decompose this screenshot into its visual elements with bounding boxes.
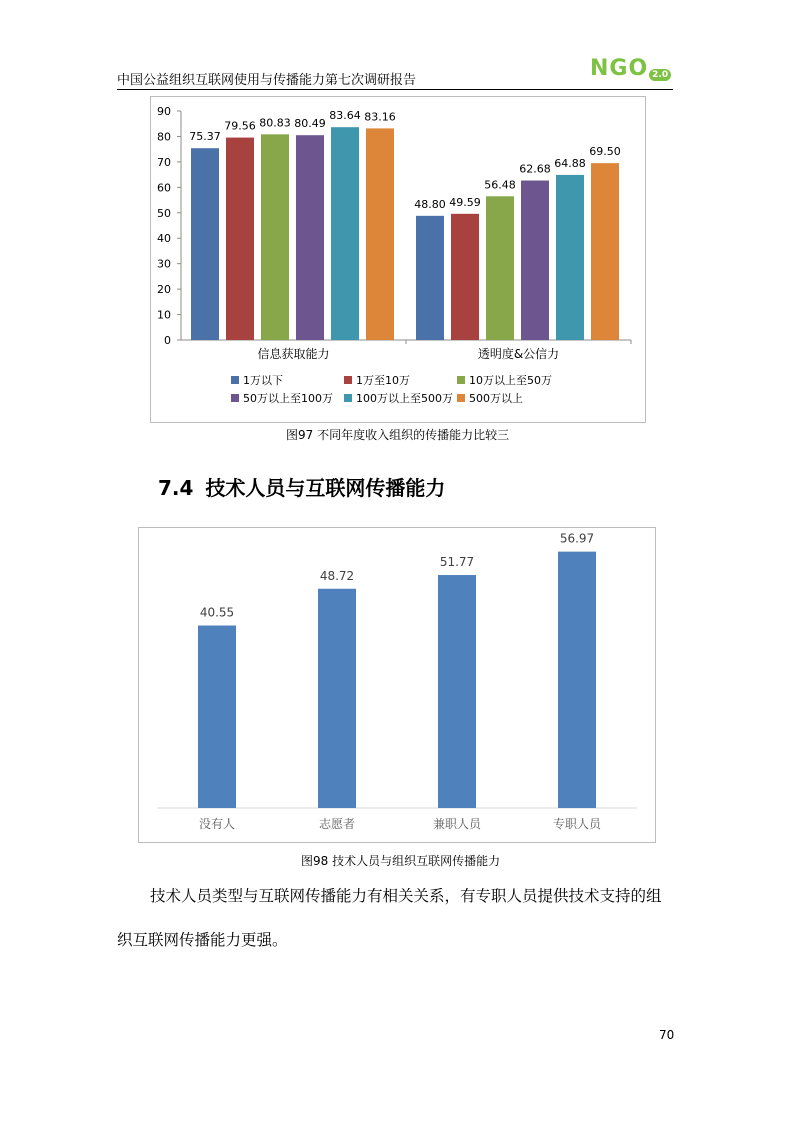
legend-label: 1万以下 <box>243 374 283 387</box>
bar-1-1 <box>451 214 479 340</box>
figure-98-text: 技术人员与组织互联网传播能力 <box>332 854 501 868</box>
data-label: 64.88 <box>554 156 586 170</box>
legend-label: 50万以上至100万 <box>243 392 333 405</box>
header-divider <box>117 89 673 90</box>
data-label: 83.16 <box>364 110 396 124</box>
figure-97-text: 不同年度收入组织的传播能力比较三 <box>317 428 510 442</box>
section-number: 7.4 <box>158 476 194 500</box>
data-label: 80.83 <box>259 116 291 130</box>
bar-1-2 <box>486 196 514 340</box>
y-tick-label: 20 <box>157 283 171 297</box>
data-label: 51.77 <box>439 555 475 570</box>
body-paragraph-line-1: 技术人员类型与互联网传播能力有相关关系，有专职人员提供技术支持的组 <box>150 887 662 905</box>
bar-1-3 <box>521 181 549 340</box>
tech-staff-chart <box>138 527 656 843</box>
data-label: 40.55 <box>199 605 235 620</box>
legend-swatch <box>457 376 465 384</box>
logo-text: NGO <box>590 56 649 81</box>
header-title: 中国公益组织互联网使用与传播能力第七次调研报告 <box>117 73 417 88</box>
category-label: 志愿者 <box>318 817 356 831</box>
data-label: 49.59 <box>449 195 481 209</box>
data-label: 83.64 <box>329 109 361 123</box>
income-chart-svg <box>151 97 645 422</box>
y-tick-label: 80 <box>157 130 171 144</box>
legend-label: 500万以上 <box>469 392 523 405</box>
bar-0 <box>198 626 236 808</box>
y-tick-label: 90 <box>157 105 171 118</box>
data-label: 79.56 <box>224 119 256 133</box>
legend-swatch <box>344 376 352 384</box>
y-tick-label: 40 <box>157 232 171 246</box>
bar-0-2 <box>261 134 289 340</box>
body-paragraph-line-2: 织互联网传播能力更强。 <box>117 931 288 949</box>
ngo-logo <box>590 56 671 81</box>
figure-98-number: 图98 <box>301 854 329 868</box>
legend-swatch <box>231 394 239 402</box>
category-label: 兼职人员 <box>432 817 482 831</box>
data-label: 62.68 <box>519 162 551 176</box>
figure-97-number: 图97 <box>286 428 314 442</box>
legend-swatch <box>231 376 239 384</box>
y-tick-label: 30 <box>157 257 171 271</box>
bar-0-1 <box>226 138 254 340</box>
bar-0-4 <box>331 127 359 340</box>
y-tick-label: 10 <box>157 308 171 322</box>
section-title: 技术人员与互联网传播能力 <box>205 476 446 500</box>
figure-98-caption <box>301 852 500 869</box>
bar-1-4 <box>556 175 584 340</box>
page-number: 70 <box>659 1028 675 1042</box>
legend-label: 1万至10万 <box>356 374 410 387</box>
category-label: 专职人员 <box>552 817 602 831</box>
income-chart <box>150 96 646 423</box>
data-label: 80.49 <box>294 117 326 131</box>
category-label: 信息获取能力 <box>257 347 330 361</box>
category-label: 透明度&公信力 <box>477 347 560 361</box>
data-label: 56.97 <box>559 531 595 546</box>
figure-97-caption <box>286 426 509 443</box>
legend-swatch <box>457 394 465 402</box>
bar-1 <box>318 589 356 808</box>
legend-swatch <box>344 394 352 402</box>
y-tick-label: 70 <box>157 155 171 169</box>
y-tick-label: 0 <box>164 334 171 347</box>
bar-1-0 <box>416 216 444 340</box>
data-label: 56.48 <box>484 178 516 192</box>
legend-label: 100万以上至500万 <box>356 392 453 405</box>
y-tick-label: 50 <box>157 206 171 220</box>
section-heading <box>158 472 445 501</box>
category-label: 没有人 <box>198 817 236 831</box>
bar-0-0 <box>191 148 219 340</box>
bar-0-3 <box>296 135 324 340</box>
tech-staff-chart-svg <box>139 528 655 842</box>
bar-0-5 <box>366 128 394 340</box>
legend-label: 10万以上至50万 <box>469 374 552 387</box>
data-label: 75.37 <box>189 130 221 144</box>
bar-3 <box>558 552 596 808</box>
data-label: 69.50 <box>589 145 621 159</box>
data-label: 48.80 <box>414 197 446 211</box>
y-tick-label: 60 <box>157 181 171 195</box>
data-label: 48.72 <box>319 568 355 583</box>
logo-version-badge: 2.0 <box>649 69 671 81</box>
bar-1-5 <box>591 163 619 340</box>
bar-2 <box>438 575 476 808</box>
